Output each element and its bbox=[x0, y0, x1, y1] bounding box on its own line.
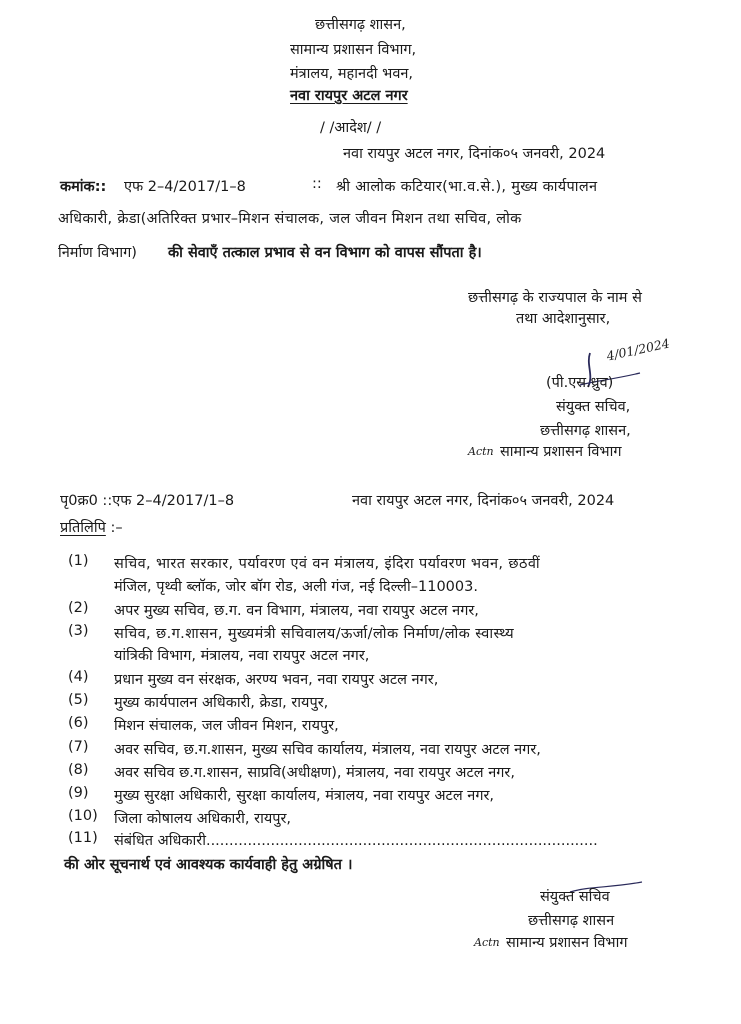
order-line1: श्री आलोक कटियार(भा.व.से.), मुख्य कार्यपालन bbox=[336, 179, 598, 195]
signatory-annotation: Actn bbox=[468, 445, 494, 458]
endorsement-place-date: नवा रायपुर अटल नगर, दिनांक०५ जनवरी, 2024 bbox=[352, 493, 615, 509]
signatory2-govt: छत्तीसगढ़ शासन bbox=[528, 913, 615, 929]
recipient-line: मुख्य सुरक्षा अधिकारी, सुरक्षा कार्यालय, मंत्रालय, नवा रायपुर अटल नगर, bbox=[114, 788, 495, 804]
recipient-line: अवर सचिव छ.ग.शासन, साप्रवि(अधीक्षण), मंत्रालय, नवा रायपुर अटल नगर, bbox=[114, 765, 515, 781]
order-place-date: नवा रायपुर अटल नगर, दिनांक०५ जनवरी, 2024 bbox=[343, 146, 606, 162]
order-number-label: कमांक:: bbox=[60, 179, 107, 195]
signatory2-annotation: Actn bbox=[474, 936, 500, 949]
header-city: नवा रायपुर अटल नगर bbox=[290, 88, 408, 104]
recipient-num: (4) bbox=[68, 669, 89, 685]
copy-to-heading bbox=[60, 517, 123, 537]
order-line2: अधिकारी, क्रेडा(अतिरिक्त प्रभार–मिशन संचालक, जल जीवन मिशन तथा सचिव, लोक bbox=[58, 211, 522, 227]
order-number: एफ 2–4/2017/1–8 bbox=[124, 179, 246, 195]
recipient-line: मुख्य कार्यपालन अधिकारी, क्रेडा, रायपुर, bbox=[114, 695, 329, 711]
recipient-line: मंजिल, पृथ्वी ब्लॉक, जोर बॉग रोड, अली गंज, नई दिल्ली–110003. bbox=[114, 579, 478, 595]
signatory-designation: संयुक्त सचिव, bbox=[556, 399, 631, 415]
signatory-department: सामान्य प्रशासन विभाग bbox=[500, 444, 622, 460]
endorsement-number: पृ0क्र0 ::एफ 2–4/2017/1–8 bbox=[60, 493, 235, 509]
closing-line: की ओर सूचनार्थ एवं आवश्यक कार्यवाही हेतु अग्रेषित । bbox=[64, 857, 353, 873]
recipient-num: (1) bbox=[68, 553, 89, 569]
recipient-num: (2) bbox=[68, 600, 89, 616]
recipient-num: (6) bbox=[68, 715, 89, 731]
header-govt: छत्तीसगढ़ शासन, bbox=[315, 17, 406, 33]
signatory2-designation: संयुक्त सचिव bbox=[540, 889, 610, 905]
order-line3-a: निर्माण विभाग) bbox=[58, 245, 137, 261]
recipient-line: अपर मुख्य सचिव, छ.ग. वन विभाग, मंत्रालय, नवा रायपुर अटल नगर, bbox=[114, 603, 479, 619]
recipient-num: (9) bbox=[68, 785, 89, 801]
order-line3-b: की सेवाएँ तत्काल प्रभाव से वन विभाग को वापस सौंपता है। bbox=[168, 245, 482, 261]
signatory-govt: छत्तीसगढ़ शासन, bbox=[540, 423, 631, 439]
signatory2-department: सामान्य प्रशासन विभाग bbox=[506, 935, 628, 951]
recipient-num: (11) bbox=[68, 830, 98, 846]
header-department: सामान्य प्रशासन विभाग, bbox=[290, 42, 417, 58]
authority-line1: छत्तीसगढ़ के राज्यपाल के नाम से bbox=[468, 290, 642, 306]
order-title: / /आदेश/ / bbox=[320, 120, 382, 136]
recipient-line: अवर सचिव, छ.ग.शासन, मुख्य सचिव कार्यालय, मंत्रालय, नवा रायपुर अटल नगर, bbox=[114, 742, 541, 758]
order-number-sep: :: bbox=[312, 176, 322, 192]
recipient-num: (10) bbox=[68, 808, 98, 824]
recipient-num: (8) bbox=[68, 762, 89, 778]
recipient-num: (7) bbox=[68, 739, 89, 755]
header-building: मंत्रालय, महानदी भवन, bbox=[290, 66, 414, 82]
signature-date: 4/01/2024 bbox=[605, 335, 671, 364]
recipient-line: जिला कोषालय अधिकारी, रायपुर, bbox=[114, 811, 292, 827]
signatory-name: (पी.एस.ध्रुव) bbox=[546, 375, 614, 391]
recipient-num: (5) bbox=[68, 692, 89, 708]
recipient-line: संबंधित अधिकारी..................................................................................... bbox=[114, 833, 598, 849]
authority-line2: तथा आदेशानुसार, bbox=[516, 311, 611, 327]
recipient-line: मिशन संचालक, जल जीवन मिशन, रायपुर, bbox=[114, 718, 339, 734]
copy-to-label: प्रतिलिपि bbox=[60, 520, 106, 536]
recipient-line: प्रधान मुख्य वन संरक्षक, अरण्य भवन, नवा रायपुर अटल नगर, bbox=[114, 672, 439, 688]
copy-to-suffix: :– bbox=[105, 520, 123, 536]
recipient-num: (3) bbox=[68, 623, 89, 639]
recipient-line: यांत्रिकी विभाग, मंत्रालय, नवा रायपुर अटल नगर, bbox=[114, 648, 370, 664]
recipient-line: सचिव, छ.ग.शासन, मुख्यमंत्री सचिवालय/ऊर्जा/लोक निर्माण/लोक स्वास्थ्य bbox=[114, 626, 515, 642]
recipient-line: सचिव, भारत सरकार, पर्यावरण एवं वन मंत्रालय, इंदिरा पर्यावरण भवन, छठवीं bbox=[114, 556, 541, 572]
